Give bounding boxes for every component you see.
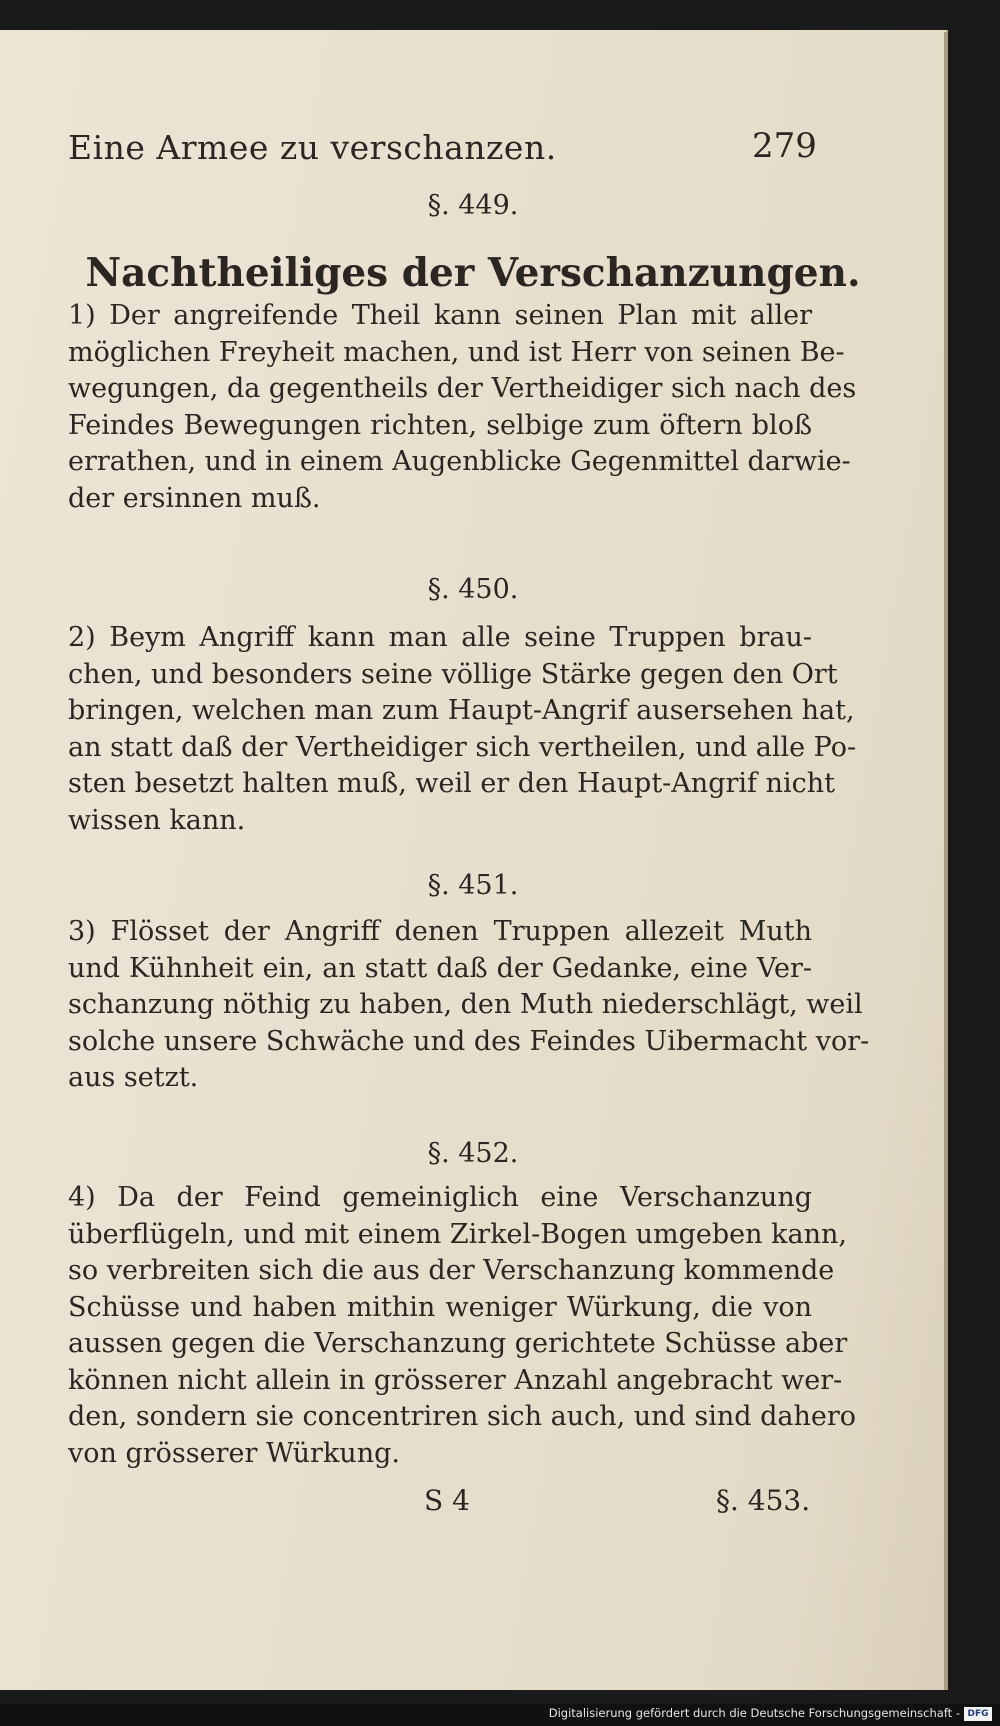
text-line: wissen kann. [68, 804, 246, 836]
text-line: wegungen, da gegentheils der Vertheidiger sich nach des [68, 373, 857, 404]
text-line: chen, und besonders seine völlige Stärke gegen den Ort [68, 658, 838, 690]
text-line: 1) Der angreifende Theil kann seinen Plan mit aller [68, 300, 812, 331]
paragraph-450 [68, 620, 857, 839]
text-line: Feindes Bewegungen richten, selbige zum öftern bloß [68, 409, 812, 441]
section-number-452: §. 452. [427, 1138, 519, 1169]
text-line: und Kühnheit ein, an statt daß der Gedanke, eine Ver- [68, 952, 812, 984]
text-line: so verbreiten sich die aus der Verschanzung kommende [68, 1255, 835, 1286]
text-line: von grösserer Würkung. [68, 1437, 400, 1469]
text-line: überflügeln, und mit einem Zirkel-Bogen umgeben kann, [68, 1218, 847, 1250]
chapter-heading: Nachtheiliges der Verschanzungen. [85, 250, 861, 296]
text-line: möglichen Freyheit machen, und ist Herr von seinen Be- [68, 336, 845, 368]
paragraph-451 [68, 914, 870, 1097]
text-line: Schüsse und haben mithin weniger Würkung, die von [68, 1291, 812, 1323]
paragraph-449 [68, 298, 857, 517]
catchword: §. 453. [716, 1484, 811, 1517]
text-line: aussen gegen die Verschanzung gerichtete Schüsse aber [68, 1328, 848, 1359]
text-line: an statt daß der Vertheidiger sich vertheilen, und alle Po- [68, 731, 857, 763]
text-line: der ersinnen muß. [68, 482, 321, 514]
text-line: den, sondern sie concentriren sich auch, und sind dahero [68, 1401, 857, 1432]
paragraph-452 [68, 1180, 857, 1472]
section-number-450: §. 450. [427, 574, 519, 605]
text-line: 2) Beym Angriff kann man alle seine Truppen brau- [68, 622, 812, 653]
text-line: 3) Flösset der Angriff denen Truppen allezeit Muth [68, 916, 812, 947]
funding-credit: Digitalisierung gefördert durch die Deutsche Forschungsgemeinschaft - [548, 1706, 960, 1720]
text-line: errathen, und in einem Augenblicke Gegenmittel darwie- [68, 446, 851, 477]
section-number-449: §. 449. [427, 190, 519, 221]
text-line: schanzung nöthig zu haben, den Muth niederschlägt, weil [68, 989, 863, 1020]
section-number-451: §. 451. [427, 870, 519, 901]
dfg-logo: DFG [964, 1707, 992, 1721]
text-line: bringen, welchen man zum Haupt-Angrif ausersehen hat, [68, 695, 855, 726]
signature-mark: S 4 [424, 1484, 470, 1517]
text-line: 4) Da der Feind gemeiniglich eine Verschanzung [68, 1182, 812, 1213]
text-line: sten besetzt halten muß, weil er den Haupt-Angrif nicht [68, 768, 835, 799]
page-number: 279 [752, 126, 817, 166]
text-line: aus setzt. [68, 1062, 199, 1093]
running-title: Eine Armee zu verschanzen. [68, 128, 557, 167]
text-line: können nicht allein in grösserer Anzahl angebracht wer- [68, 1364, 843, 1396]
text-line: solche unsere Schwäche und des Feindes Uibermacht vor- [68, 1025, 870, 1057]
